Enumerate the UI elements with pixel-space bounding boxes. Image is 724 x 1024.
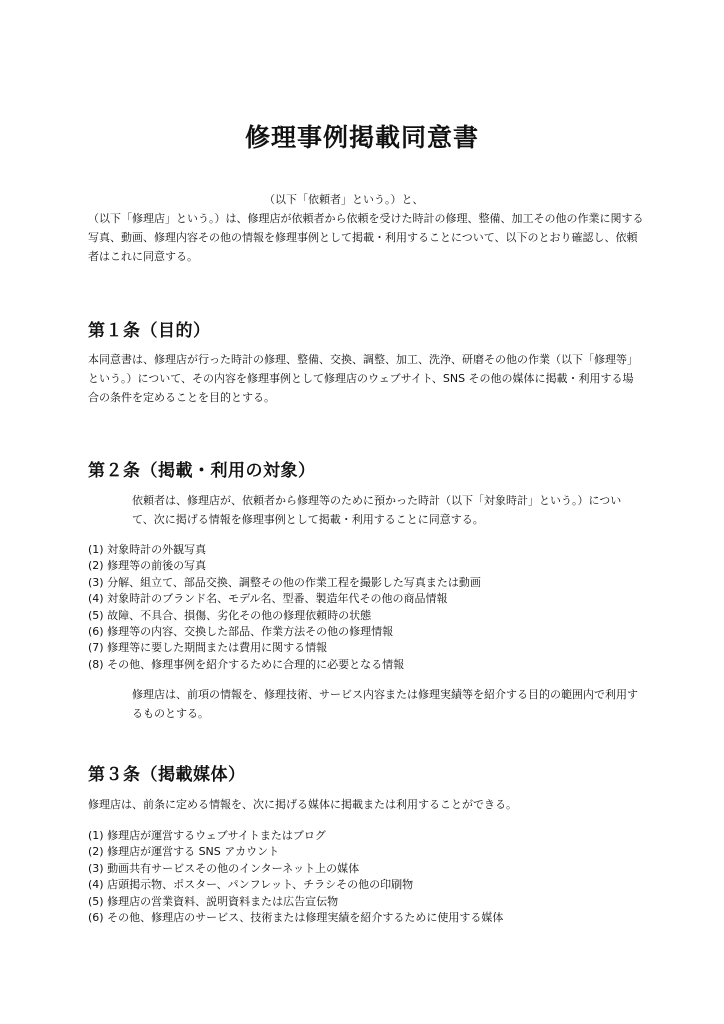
list-item: (6) その他、修理店のサービス、技術または修理実績を紹介するために使用する媒体: [88, 911, 504, 925]
list-item: (2) 修理店が運営する SNS アカウント: [88, 845, 280, 859]
list-item: (5) 修理店の営業資料、説明資料または広告宣伝物: [88, 894, 339, 908]
article3-body: 修理店は、前条に定める情報を、次に掲げる媒体に掲載または利用することができる。: [88, 798, 517, 811]
article1-heading: 第１条（目的）: [88, 321, 211, 341]
list-item: (1) 修理店が運営するウェブサイトまたはブログ: [88, 829, 326, 842]
intro-paragraph: [88, 190, 648, 266]
list-item: (7) 修理等に要した期間または費用に関する情報: [88, 641, 328, 655]
article1-body: 本同意書は、修理店が行った時計の修理、整備、交換、調整、加工、洗浄、研磨その他の作業（以下「修理等」という。）について、その内容を修理事例として修理店のウェブサイト、SNS その他の媒体に掲載・利用する場合の条件を定めることを目的とする。: [88, 353, 638, 404]
article3-item-list: [88, 828, 648, 926]
list-item: (6) 修理等の内容、交換した部品、作業方法その他の修理情報: [88, 625, 394, 639]
list-item: (3) 分解、組立て、部品交換、調整その他の作業工程を撮影した写真または動画: [88, 575, 481, 589]
list-item: (8) その他、修理事例を紹介するために合理的に必要となる情報: [88, 657, 405, 671]
list-item: (3) 動画共有サービスその他のインターネット上の媒体: [88, 861, 360, 875]
article2-item-list: [88, 542, 648, 673]
document-title: 修理事例掲載同意書: [244, 123, 479, 152]
list-item: (1) 対象時計の外観写真: [88, 543, 207, 556]
intro-body: （以下「修理店」という。）は、修理店が依頼者から依頼を受けた時計の修理、整備、加工その他の作業に関する写真、動画、修理内容その他の情報を修理事例として掲載・利用することについて、以下のとおり確認し、依頼者はこれに同意する。: [88, 212, 644, 263]
list-item: (4) 対象時計のブランド名、モデル名、型番、製造年代その他の商品情報: [88, 592, 448, 606]
intro-line-1: （以下「依頼者」という。）と、: [264, 193, 424, 206]
list-item: (5) 故障、不具合、損傷、劣化その他の修理依頼時の状態: [88, 608, 372, 622]
list-item: (2) 修理等の前後の写真: [88, 559, 207, 573]
article2-paragraph-2: 修理店は、前項の情報を、修理技術、サービス内容または修理実績等を紹介する目的の範囲内で利用するものとする。: [132, 688, 638, 720]
article2-paragraph-1: 依頼者は、修理店が、依頼者から修理等のために預かった時計（以下「対象時計」という。）について、次に掲げる情報を修理事例として掲載・利用することに同意する。: [132, 494, 622, 526]
list-item: (4) 店頭掲示物、ポスター、パンフレット、チラシその他の印刷物: [88, 878, 414, 892]
article3-heading: 第３条（掲載媒体）: [88, 765, 246, 785]
article2-heading: 第２条（掲載・利用の対象）: [88, 461, 316, 481]
